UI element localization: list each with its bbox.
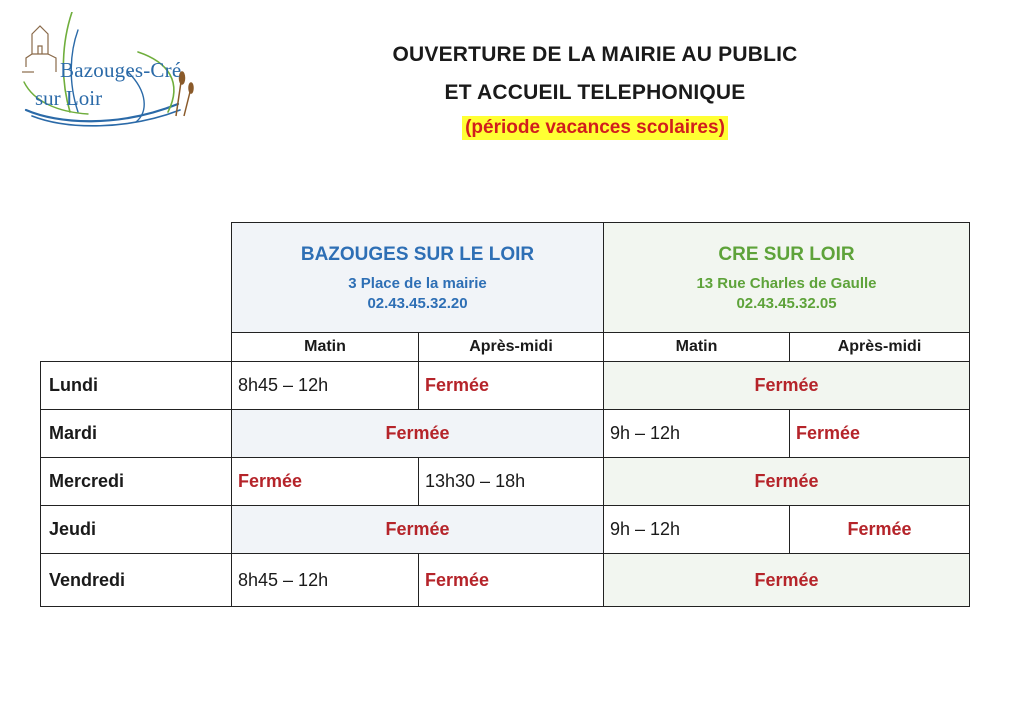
logo-text-line2: sur Loir: [35, 86, 103, 110]
commune-phone: 02.43.45.32.20: [367, 294, 468, 312]
hours-cell: 8h45 – 12h: [231, 361, 419, 410]
column-header-morning: Matin: [603, 332, 790, 362]
closed-cell: Fermée: [603, 457, 970, 506]
commune-address: 3 Place de la mairie: [348, 274, 487, 292]
closed-cell: Fermée: [231, 457, 419, 506]
day-label: Jeudi: [40, 505, 232, 554]
logo-text-line1: Bazouges-Cré: [60, 58, 182, 82]
subtitle-container: [240, 116, 950, 140]
day-label: Mercredi: [40, 457, 232, 506]
commune-header-cre: [603, 222, 970, 333]
closed-cell: Fermée: [418, 553, 604, 607]
commune-address: 13 Rue Charles de Gaulle: [696, 274, 877, 292]
closed-cell: Fermée: [418, 361, 604, 410]
closed-cell: Fermée: [603, 553, 970, 607]
closed-cell: Fermée: [603, 361, 970, 410]
closed-cell: Fermée: [231, 505, 604, 554]
hours-cell: 9h – 12h: [603, 505, 790, 554]
hours-cell: 9h – 12h: [603, 409, 790, 458]
day-label: Lundi: [40, 361, 232, 410]
column-header-morning: Matin: [231, 332, 419, 362]
commune-name: BAZOUGES SUR LE LOIR: [300, 243, 535, 265]
opening-hours-table: [40, 222, 970, 607]
commune-header-bazouges: [231, 222, 604, 333]
page-title-line1: OUVERTURE DE LA MAIRIE AU PUBLIC: [392, 43, 798, 66]
hours-cell: 13h30 – 18h: [418, 457, 604, 506]
commune-name: CRE SUR LOIR: [718, 243, 855, 265]
column-header-afternoon: Après-midi: [418, 332, 604, 362]
commune-logo: [18, 12, 203, 132]
day-label: Mardi: [40, 409, 232, 458]
column-header-afternoon: Après-midi: [789, 332, 970, 362]
commune-phone: 02.43.45.32.05: [736, 294, 837, 312]
period-subtitle: (période vacances scolaires): [462, 116, 728, 140]
hours-cell: 8h45 – 12h: [231, 553, 419, 607]
closed-cell: Fermée: [789, 409, 970, 458]
closed-cell: Fermée: [789, 505, 970, 554]
day-label: Vendredi: [40, 553, 232, 607]
page-title-line2: ET ACCUEIL TELEPHONIQUE: [444, 81, 746, 104]
closed-cell: Fermée: [231, 409, 604, 458]
